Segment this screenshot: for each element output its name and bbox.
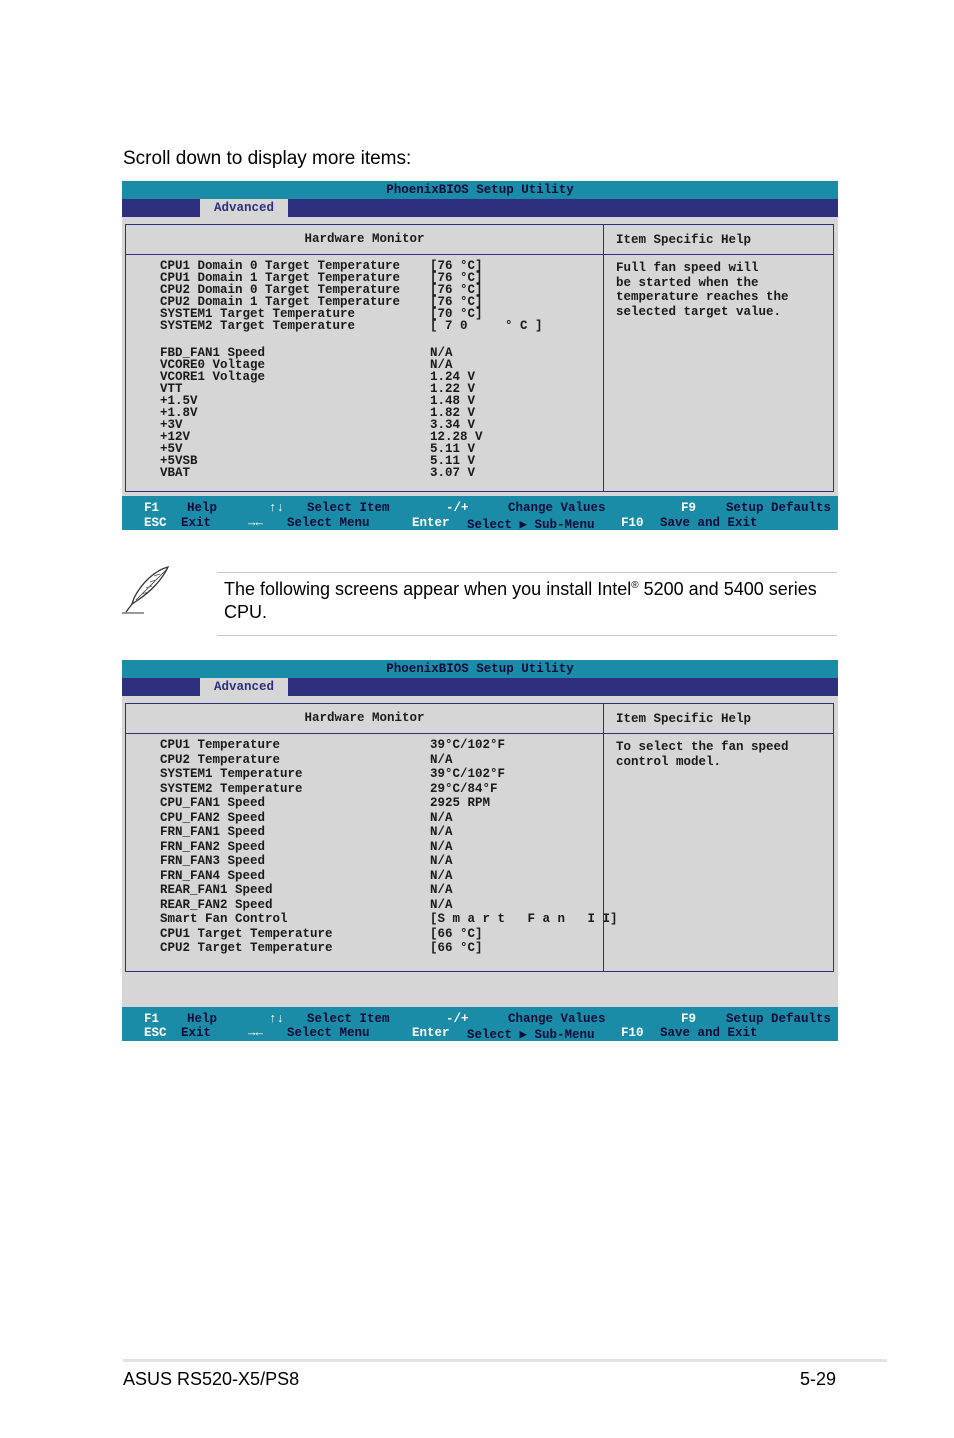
setting-label: VBAT (160, 466, 191, 480)
setting-label: CPU2 Domain 1 Target Temperature (160, 295, 401, 309)
setting-label: CPU1 Target Temperature (160, 927, 333, 941)
exit-label: Exit (181, 1026, 212, 1040)
bios-title: PhoenixBIOS Setup Utility (122, 660, 838, 678)
footer-model: ASUS RS520-X5/PS8 (123, 1369, 300, 1389)
select-menu-label: Select Menu (287, 1026, 370, 1040)
setting-label: SYSTEM2 Target Temperature (160, 319, 356, 333)
bios-menubar (122, 199, 838, 217)
setting-label: FRN_FAN3 Speed (160, 854, 266, 868)
setting-label: +3V (160, 418, 183, 432)
setting-label: CPU_FAN1 Speed (160, 796, 266, 810)
left-right-arrows-icon: →← (248, 1026, 264, 1040)
note-bottom-rule (217, 635, 837, 636)
bios-menubar (122, 678, 838, 696)
setting-label: CPU2 Target Temperature (160, 941, 333, 955)
setting-label: REAR_FAN1 Speed (160, 883, 273, 897)
f9-key: F9 (681, 501, 697, 515)
setting-value: N/A (430, 753, 453, 767)
setting-value: 1.82 V (430, 406, 476, 420)
setting-value: N/A (430, 840, 453, 854)
setting-label: VTT (160, 382, 183, 396)
hardware-monitor-panel (125, 703, 834, 972)
setting-label: VCORE0 Voltage (160, 358, 266, 372)
setting-label: Smart Fan Control (160, 912, 288, 926)
setting-value: N/A (430, 883, 453, 897)
select-submenu-label: Select ▶ Sub-Menu (467, 1028, 595, 1042)
setting-value: [76 °C] (430, 259, 483, 273)
setting-value: 39°C/102°F (430, 767, 506, 781)
settings-column (126, 225, 604, 491)
setting-value: [66 °C] (430, 941, 483, 955)
setting-value: 5.11 V (430, 442, 476, 456)
setting-value: N/A (430, 358, 453, 372)
setting-label: CPU2 Domain 0 Target Temperature (160, 283, 401, 297)
setting-value: 5.11 V (430, 454, 476, 468)
minus-plus-key: -/+ (446, 501, 469, 515)
note-pen-icon (120, 564, 174, 616)
hardware-monitor-panel (125, 224, 834, 492)
setting-label: +12V (160, 430, 191, 444)
setting-value: [ 7 0 ° C ] (430, 319, 543, 333)
setting-value: N/A (430, 346, 453, 360)
intro-text: Scroll down to display more items: (123, 148, 412, 169)
setting-value: [76 °C] (430, 283, 483, 297)
setting-value: 39°C/102°F (430, 738, 506, 752)
panel-title: Hardware Monitor (304, 711, 425, 725)
tab-advanced[interactable]: Advanced (200, 199, 288, 217)
setting-value: 1.24 V (430, 370, 476, 384)
setting-label: CPU1 Domain 1 Target Temperature (160, 271, 401, 285)
setting-label: SYSTEM2 Temperature (160, 782, 303, 796)
setting-label: SYSTEM1 Temperature (160, 767, 303, 781)
help-key-label: Help (187, 1012, 218, 1026)
esc-key: ESC (144, 1026, 167, 1040)
setting-label: +5V (160, 442, 183, 456)
help-key-label: Help (187, 501, 218, 515)
note-top-rule (217, 572, 837, 573)
setting-label: FRN_FAN4 Speed (160, 869, 266, 883)
setting-value: N/A (430, 825, 453, 839)
save-exit-label: Save and Exit (660, 516, 758, 530)
note-text: The following screens appear when you install Intel® 5200 and 5400 series CPU. (224, 579, 817, 622)
setting-label: REAR_FAN2 Speed (160, 898, 273, 912)
select-menu-label: Select Menu (287, 516, 370, 530)
setting-value: [66 °C] (430, 927, 483, 941)
help-text: To select the fan speed control model. (616, 740, 789, 769)
select-submenu-label: Select ▶ Sub-Menu (467, 518, 595, 532)
help-title: Item Specific Help (616, 712, 752, 726)
setting-label: VCORE1 Voltage (160, 370, 266, 384)
f10-key: F10 (621, 1026, 644, 1040)
f10-key: F10 (621, 516, 644, 530)
key-legend (122, 496, 838, 530)
setting-label: +1.8V (160, 406, 198, 420)
setting-label: FRN_FAN2 Speed (160, 840, 266, 854)
up-down-arrows-icon: ↑↓ (269, 501, 285, 515)
panel-title: Hardware Monitor (304, 232, 425, 246)
setting-value: 3.34 V (430, 418, 476, 432)
help-column (604, 225, 833, 491)
setting-value: 1.48 V (430, 394, 476, 408)
setting-value: N/A (430, 869, 453, 883)
footer-rule (123, 1359, 887, 1362)
setting-value: 3.07 V (430, 466, 476, 480)
enter-key: Enter (412, 1026, 450, 1040)
esc-key: ESC (144, 516, 167, 530)
setting-value: 12.28 V (430, 430, 483, 444)
left-right-arrows-icon: →← (248, 516, 264, 530)
setting-value: N/A (430, 854, 453, 868)
bios-title: PhoenixBIOS Setup Utility (122, 181, 838, 199)
help-column (604, 704, 833, 971)
change-values-label: Change Values (508, 1012, 606, 1026)
select-item-label: Select Item (307, 501, 390, 515)
enter-key: Enter (412, 516, 450, 530)
setting-value: 29°C/84°F (430, 782, 498, 796)
save-exit-label: Save and Exit (660, 1026, 758, 1040)
setup-defaults-label: Setup Defaults (726, 501, 832, 515)
setting-label: FBD_FAN1 Speed (160, 346, 266, 360)
bios-screen-1 (122, 181, 838, 530)
setting-label: +5VSB (160, 454, 198, 468)
setting-value: [S m a r t F a n I I] (430, 912, 618, 926)
setting-value: [70 °C] (430, 307, 483, 321)
help-text: Full fan speed will be started when the temperature reaches the selected target value. (616, 261, 789, 319)
change-values-label: Change Values (508, 501, 606, 515)
setting-label: +1.5V (160, 394, 198, 408)
bios-screen-2 (122, 660, 838, 1041)
setting-value: [76 °C] (430, 271, 483, 285)
page-number: 5-29 (800, 1369, 837, 1389)
help-title: Item Specific Help (616, 233, 752, 247)
setting-label: FRN_FAN1 Speed (160, 825, 266, 839)
setting-label: CPU_FAN2 Speed (160, 811, 266, 825)
f1-key: F1 (144, 1012, 160, 1026)
minus-plus-key: -/+ (446, 1012, 469, 1026)
exit-label: Exit (181, 516, 212, 530)
up-down-arrows-icon: ↑↓ (269, 1012, 285, 1026)
tab-advanced[interactable]: Advanced (200, 678, 288, 696)
setting-label: CPU1 Domain 0 Target Temperature (160, 259, 401, 273)
setting-value: 2925 RPM (430, 796, 491, 810)
setting-label: CPU1 Temperature (160, 738, 281, 752)
setting-label: CPU2 Temperature (160, 753, 281, 767)
settings-column (126, 704, 618, 971)
f9-key: F9 (681, 1012, 697, 1026)
setup-defaults-label: Setup Defaults (726, 1012, 832, 1026)
setting-value: 1.22 V (430, 382, 476, 396)
select-item-label: Select Item (307, 1012, 390, 1026)
key-legend (122, 1007, 838, 1041)
setting-value: N/A (430, 811, 453, 825)
setting-value: [76 °C] (430, 295, 483, 309)
setting-label: SYSTEM1 Target Temperature (160, 307, 356, 321)
f1-key: F1 (144, 501, 160, 515)
setting-value: N/A (430, 898, 453, 912)
